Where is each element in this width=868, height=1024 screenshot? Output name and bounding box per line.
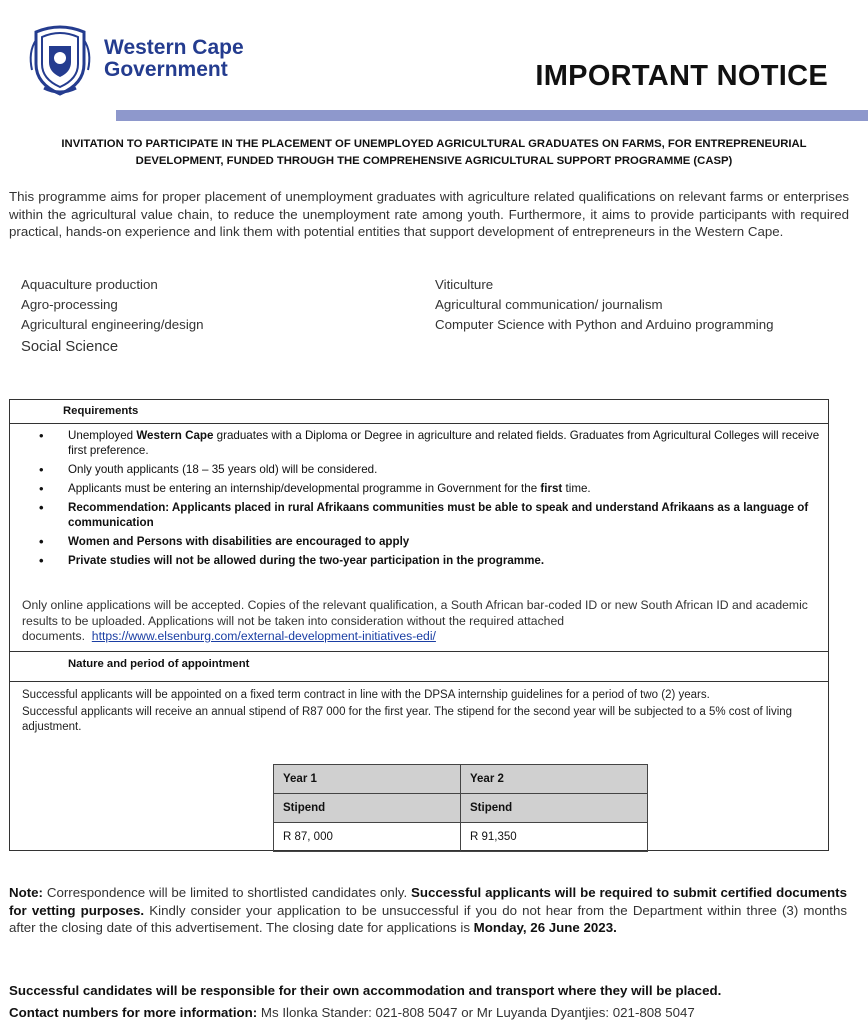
req-text: graduates with a Diploma or Degree in agriculture and related fields. Graduates from Agricultural Colleges will receive first preference. [68,429,820,457]
nature-text [22,688,822,737]
table-cell: Year 1 [274,765,461,794]
intro-paragraph: This programme aims for proper placement of unemployment graduates with agriculture related qualifications on relevant farms or enterprises within the agricultural value chain, to reduce the unemployment rate among youth. Furthermore, it aims to provide participants with required practical, hands-on experience and link them with potential entities that support development of entrepreneurs in the Western Cape. [9,189,849,239]
field-item: Agricultural communication/ journalism [435,297,663,312]
requirements-heading: Requirements [63,405,139,417]
responsibility-statement: Successful candidates will be responsible for their own accommodation and transport where they will be placed. [9,983,722,998]
field-item: Viticulture [435,277,494,292]
table-cell: Stipend [274,794,461,823]
divider [10,651,828,652]
nature-paragraph: Successful applicants will be appointed on a fixed term contract in line with the DPSA internship guidelines for a period of two (2) years. [22,689,710,701]
list-item [20,428,825,458]
org-name-line2: Government [104,58,228,81]
requirements-list [20,428,825,572]
invitation-heading: INVITATION TO PARTICIPATE IN THE PLACEMENT OF UNEMPLOYED AGRICULTURAL GRADUATES ON FARMS, FOR ENTREPRENEURIAL DEVELOPMENT, FUNDED THROUGH THE COMPREHENSIVE AGRICULTURAL SUPPORT PROGRAMME (CASP) [61,138,807,167]
nature-paragraph: Successful applicants will receive an annual stipend of R87 000 for the first year. The stipend for the second year will be subjected to a 5% cost of living adjustment. [22,706,793,733]
contact-text: Ms Ilonka Stander: 021-808 5047 or Mr Luyanda Dyantjies: 021-808 5047 [257,1005,695,1020]
note-bold-text: Successful applicants will be required to submit certified documents for vetting purposes. [9,885,847,918]
table-cell: Stipend [461,794,648,823]
closing-date: Monday, 26 June 2023. [473,920,617,935]
field-item: Aquaculture production [21,277,158,292]
org-name-line1: Western Cape [104,36,244,59]
req-bold-text: first [540,482,563,495]
field-item: Computer Science with Python and Arduino programming [435,317,774,332]
list-item [20,481,825,496]
nature-heading: Nature and period of appointment [68,658,250,670]
divider [10,423,828,424]
fields-left-column [21,275,401,357]
contact-label: Contact numbers for more information: [9,1005,258,1020]
stipend-table [273,764,648,852]
coat-of-arms-icon [22,22,98,98]
field-item: Agricultural engineering/design [21,317,204,332]
requirements-box [9,399,829,851]
table-row [274,794,648,823]
req-text: time. [562,482,591,495]
table-cell: R 91,350 [461,823,648,852]
list-item: • Women and Persons with disabilities are encouraged to apply [20,534,825,549]
contact-line [9,1005,695,1020]
online-applications-text [22,598,822,645]
divider [10,681,828,682]
online-text: Only online applications will be accepted. Copies of the relevant qualification, a South African bar-coded ID or new South African ID and academic results to be uploaded. Applications will not be taken into consideration without the required attached documents. [22,598,808,643]
list-item: • Only youth applicants (18 – 35 years old) will be considered. [20,462,825,477]
list-item: • Recommendation: Applicants placed in rural Afrikaans communities must be able to speak and understand Afrikaans as a language of communication [20,500,825,530]
note-text: Kindly consider your application to be unsuccessful if you do not hear from the Department within three (3) months after the closing date of this advertisement. The closing date for applications is [9,902,847,935]
note-label: Note: [9,885,43,900]
notice-title: IMPORTANT NOTICE [535,60,828,92]
table-cell: R 87, 000 [274,823,461,852]
table-row [274,765,648,794]
req-text: Applicants must be entering an internship/developmental programme in Government for the [68,482,541,495]
note-text: Correspondence will be limited to shortlisted candidates only. [42,885,412,900]
req-text: Unemployed [68,429,137,442]
field-item: Agro-processing [21,297,118,312]
note-paragraph [9,884,847,937]
fields-right-column [435,275,835,333]
header-rule [116,110,868,121]
field-item: Social Science [21,339,119,355]
table-cell: Year 2 [461,765,648,794]
table-row [274,823,648,852]
req-bold-text: Western Cape [136,429,214,442]
list-item: • Private studies will not be allowed during the two-year participation in the programme. [20,553,825,568]
application-link[interactable]: https://www.elsenburg.com/external-development-initiatives-edi/ [91,629,436,643]
